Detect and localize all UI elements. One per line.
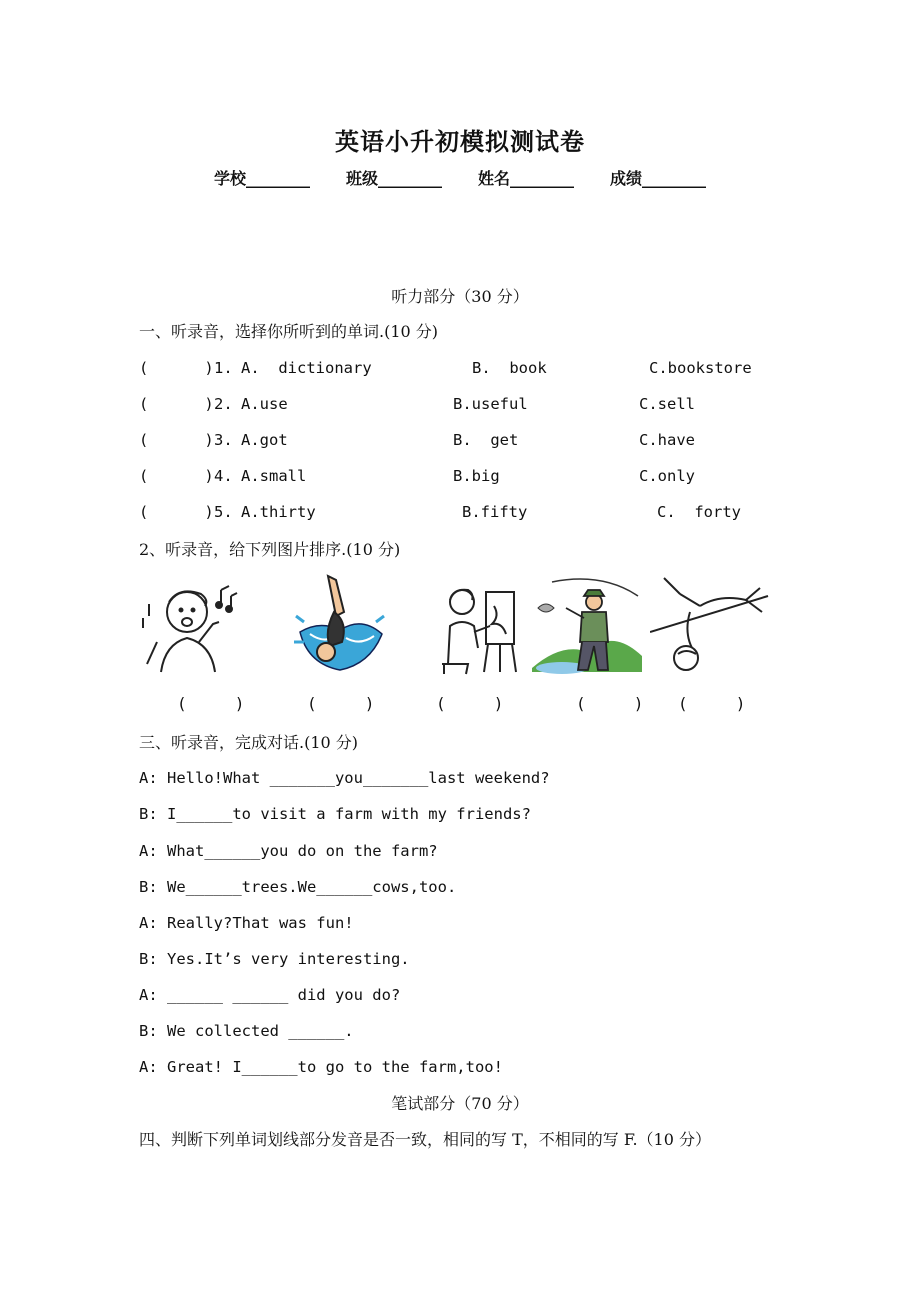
fishing-man-icon	[532, 572, 642, 680]
page-title: 英语小升初模拟测试卷	[335, 127, 585, 156]
option-c: C.sell	[639, 395, 695, 413]
order-answer-5[interactable]: ( )	[678, 694, 746, 713]
dialogue-line: B: We collected ______.	[139, 1022, 354, 1040]
listening-heading: 听力部分（30 分）	[391, 287, 529, 306]
dialogue-line: A: ______ ______ did you do?	[139, 986, 401, 1004]
order-answer-1[interactable]: ( )	[177, 694, 245, 713]
option-b: B.big	[453, 467, 500, 485]
answer-paren[interactable]: ( )	[139, 431, 214, 449]
question-number: 5.	[214, 503, 233, 521]
question-row	[139, 431, 859, 453]
option-b: B. book	[472, 359, 547, 377]
answer-paren[interactable]: ( )	[139, 395, 214, 413]
high-jump-icon	[650, 572, 770, 680]
dialogue-line: A: Great! I______to go to the farm,too!	[139, 1058, 503, 1076]
section1-heading: 一、听录音，选择你所听到的单词.(10 分)	[139, 322, 439, 341]
score-field[interactable]: 成绩________	[610, 169, 707, 188]
student-info-row	[0, 166, 920, 189]
question-number: 1.	[214, 359, 233, 377]
section2-heading: 2、听录音，给下列图片排序.(10 分)	[139, 540, 401, 559]
class-field[interactable]: 班级________	[345, 169, 442, 188]
option-a: A.thirty	[241, 503, 316, 521]
option-c: C.only	[639, 467, 695, 485]
option-a: A.small	[241, 467, 307, 485]
question-number: 4.	[214, 467, 233, 485]
writing-heading: 笔试部分（70 分）	[391, 1094, 529, 1113]
answer-paren[interactable]: ( )	[139, 503, 214, 521]
option-a: A.got	[241, 431, 288, 449]
option-a: A. dictionary	[241, 359, 372, 377]
question-number: 2.	[214, 395, 233, 413]
dialogue-line: B: We______trees.We______cows,too.	[139, 878, 457, 896]
option-c: C.have	[639, 431, 695, 449]
school-field[interactable]: 学校________	[213, 169, 310, 188]
question-number: 3.	[214, 431, 233, 449]
option-a: A.use	[241, 395, 288, 413]
question-row	[139, 467, 859, 489]
dialogue-line: A: Really?That was fun!	[139, 914, 354, 932]
option-b: B. get	[453, 431, 519, 449]
option-c: C.bookstore	[649, 359, 752, 377]
order-answer-4[interactable]: ( )	[576, 694, 644, 713]
question-row	[139, 395, 859, 417]
singing-boy-icon	[139, 572, 239, 680]
diving-swimmer-icon	[290, 572, 390, 680]
question-row	[139, 503, 859, 525]
section3-heading: 三、听录音，完成对话.(10 分)	[139, 733, 359, 752]
painting-child-icon	[438, 572, 518, 680]
option-b: B.useful	[453, 395, 528, 413]
order-answer-3[interactable]: ( )	[436, 694, 504, 713]
option-b: B.fifty	[462, 503, 528, 521]
option-c: C. forty	[657, 503, 741, 521]
dialogue-line: B: Yes.It’s very interesting.	[139, 950, 410, 968]
answer-paren[interactable]: ( )	[139, 467, 214, 485]
dialogue-line: B: I______to visit a farm with my friends?	[139, 805, 531, 823]
answer-paren[interactable]: ( )	[139, 359, 214, 377]
order-answer-2[interactable]: ( )	[307, 694, 375, 713]
question-row	[139, 359, 859, 381]
section4-heading: 四、判断下列单词划线部分发音是否一致，相同的写 T，不相同的写 F.（10 分）	[139, 1130, 711, 1149]
name-field[interactable]: 姓名________	[478, 169, 575, 188]
dialogue-line: A: Hello!What _______you_______last weekend?	[139, 769, 550, 787]
dialogue-line: A: What______you do on the farm?	[139, 842, 438, 860]
